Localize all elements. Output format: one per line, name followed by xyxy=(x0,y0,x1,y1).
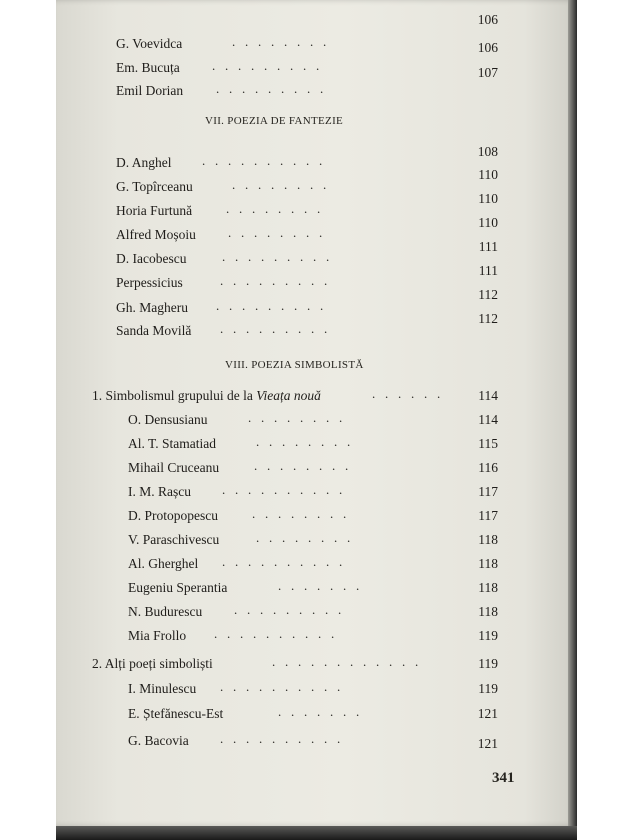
toc-entry-page: 119 xyxy=(478,628,498,643)
toc-entry xyxy=(128,529,516,551)
toc-entry xyxy=(128,678,516,700)
toc-entry-page: 111 xyxy=(478,263,498,278)
leader-dots: . . . . . . . . xyxy=(256,434,351,449)
toc-entry xyxy=(116,152,516,182)
toc-entry-page: 108 xyxy=(477,144,498,159)
leader-dots: . . . . . . . . . . xyxy=(202,153,323,168)
toc-entry xyxy=(128,409,516,431)
toc-entry xyxy=(116,57,516,79)
toc-entry xyxy=(128,601,516,623)
toc-entry-label: Al. Gherghel xyxy=(128,556,199,571)
toc-entry-label: Sanda Movilă xyxy=(116,323,192,338)
leader-dots: . . . . . . . . xyxy=(256,530,351,545)
toc-entry-page: 110 xyxy=(478,215,498,230)
toc-entry xyxy=(128,505,516,527)
toc-entry-label: D. Protopopescu xyxy=(128,508,218,523)
toc-entry-page: 115 xyxy=(478,436,498,451)
toc-entry xyxy=(116,272,516,302)
toc-entry-label: 2. Alți poeți simboliști xyxy=(92,656,213,671)
toc-entry xyxy=(128,481,516,503)
toc-entry xyxy=(128,553,516,575)
toc-entry xyxy=(116,320,516,342)
leader-dots: . . . . . . . xyxy=(278,578,360,593)
toc-entry-page: 114 xyxy=(478,412,498,427)
leader-dots: . . . . . . . . . . xyxy=(220,731,341,746)
leader-dots: . . . . . . . . xyxy=(226,201,321,216)
leader-dots: . . . . . . . . xyxy=(252,506,347,521)
toc-entry-label: Alfred Moșoiu xyxy=(116,227,196,242)
toc-entry xyxy=(116,224,516,254)
toc-entry-label: G. Voevidca xyxy=(116,36,183,51)
leader-dots: . . . . . . . . . xyxy=(222,249,330,264)
toc-entry-label: I. M. Rașcu xyxy=(128,484,191,499)
toc-entry xyxy=(116,176,516,206)
toc-entry-page: 114 xyxy=(478,388,498,403)
toc-entry-label: Emil Dorian xyxy=(116,83,184,98)
toc-entry-label xyxy=(92,385,321,407)
leader-dots: . . . . . . . . . . xyxy=(220,679,341,694)
page-number: 341 xyxy=(492,770,515,786)
toc-entry xyxy=(92,385,516,407)
toc-entry-page: 119 xyxy=(478,656,498,671)
toc-entry-label: G. Bacovia xyxy=(128,733,189,748)
leader-dots: . . . . . . . . xyxy=(232,177,327,192)
leader-dots: . . . . . . . . . . xyxy=(222,482,343,497)
toc-entry-page: 111 xyxy=(478,239,498,254)
toc-entry-page: 118 xyxy=(478,604,498,619)
section-heading: VIII. POEZIA SIMBOLISTĂ xyxy=(225,359,364,371)
toc-entry-page: 118 xyxy=(478,532,498,547)
toc-entry xyxy=(92,653,516,675)
toc-entry-label: D. Iacobescu xyxy=(116,251,187,266)
toc-entry-page: 121 xyxy=(477,706,498,721)
toc-entry-page: 112 xyxy=(478,311,498,326)
toc-entry xyxy=(116,248,516,278)
leader-dots: . . . . . . . . . xyxy=(216,81,324,96)
toc-entry-page: 117 xyxy=(478,508,498,523)
toc-entry-label: Em. Bucuța xyxy=(116,60,180,75)
leader-dots: . . . . . . . . . . xyxy=(214,626,335,641)
toc-entry-page: 110 xyxy=(478,167,498,182)
toc-entry xyxy=(116,80,516,102)
leader-dots: . . . . . . . . xyxy=(232,34,327,49)
toc-entry-label: I. Minulescu xyxy=(128,681,197,696)
toc-entry xyxy=(128,730,516,752)
leader-dots: . . . . . . . . . xyxy=(212,58,320,73)
toc-entry-label: E. Ștefănescu-Est xyxy=(128,706,224,721)
toc-entry-label: Eugeniu Sperantia xyxy=(128,580,228,595)
leader-dots: . . . . . . . . . xyxy=(220,321,328,336)
toc-entry-label: O. Densusianu xyxy=(128,412,208,427)
toc-entry-page: 116 xyxy=(478,460,498,475)
leader-dots: . . . . . . . xyxy=(278,704,360,719)
book-bottom-edge xyxy=(56,826,577,840)
toc-entry-label: N. Budurescu xyxy=(128,604,203,619)
toc-entry-label: Gh. Magheru xyxy=(116,300,188,315)
toc-entry-label: Horia Furtună xyxy=(116,203,193,218)
leader-dots: . . . . . . . . . xyxy=(234,602,342,617)
toc-entry-page: 106 xyxy=(477,40,498,55)
toc-entry-page: 106 xyxy=(477,12,498,27)
toc-entry-label-italic: Vieața nouă xyxy=(256,388,321,403)
toc-entry xyxy=(128,433,516,455)
leader-dots: . . . . . . . . xyxy=(248,410,343,425)
book-spine-shadow xyxy=(568,0,577,826)
toc-entry xyxy=(128,625,516,647)
toc-entry-page: 121 xyxy=(477,736,498,751)
section-heading: VII. POEZIA DE FANTEZIE xyxy=(205,115,344,127)
toc-entry xyxy=(116,9,516,31)
toc-entry xyxy=(116,297,516,326)
toc-entry-page: 119 xyxy=(478,681,498,696)
toc-entry-page: 118 xyxy=(478,556,498,571)
toc-entry-label: V. Paraschivescu xyxy=(128,532,220,547)
leader-dots: . . . . . . xyxy=(372,386,441,401)
leader-dots: . . . . . . . . xyxy=(254,458,349,473)
toc-entry-page: 107 xyxy=(477,65,498,80)
leader-dots: . . . . . . . . . xyxy=(220,273,328,288)
leader-dots: . . . . . . . . xyxy=(228,225,323,240)
toc-entry-label: G. Topîrceanu xyxy=(116,179,193,194)
toc-entry-page: 118 xyxy=(478,580,498,595)
toc-entry-label: Mia Frollo xyxy=(128,628,187,643)
toc-entry xyxy=(116,33,516,55)
toc-entry-label: D. Anghel xyxy=(116,155,172,170)
toc-entry-page: 110 xyxy=(478,191,498,206)
leader-dots: . . . . . . . . . . . . xyxy=(272,654,419,669)
toc-entry-label: Al. T. Stamatiad xyxy=(128,436,216,451)
toc-entry-label-text: 1. Simbolismul grupului de la xyxy=(92,388,257,403)
toc-entry-page: 112 xyxy=(478,287,498,302)
toc-entry xyxy=(128,457,516,479)
toc-entry xyxy=(128,703,516,725)
leader-dots: . . . . . . . . . . xyxy=(222,554,343,569)
toc-entry-label: Perpessicius xyxy=(116,275,183,290)
toc-entry-page: 117 xyxy=(478,484,498,499)
leader-dots: . . . . . . . . . xyxy=(216,298,324,313)
toc-entry xyxy=(128,577,516,599)
toc-entry xyxy=(116,200,516,230)
toc-entry-label: Mihail Cruceanu xyxy=(128,460,220,475)
